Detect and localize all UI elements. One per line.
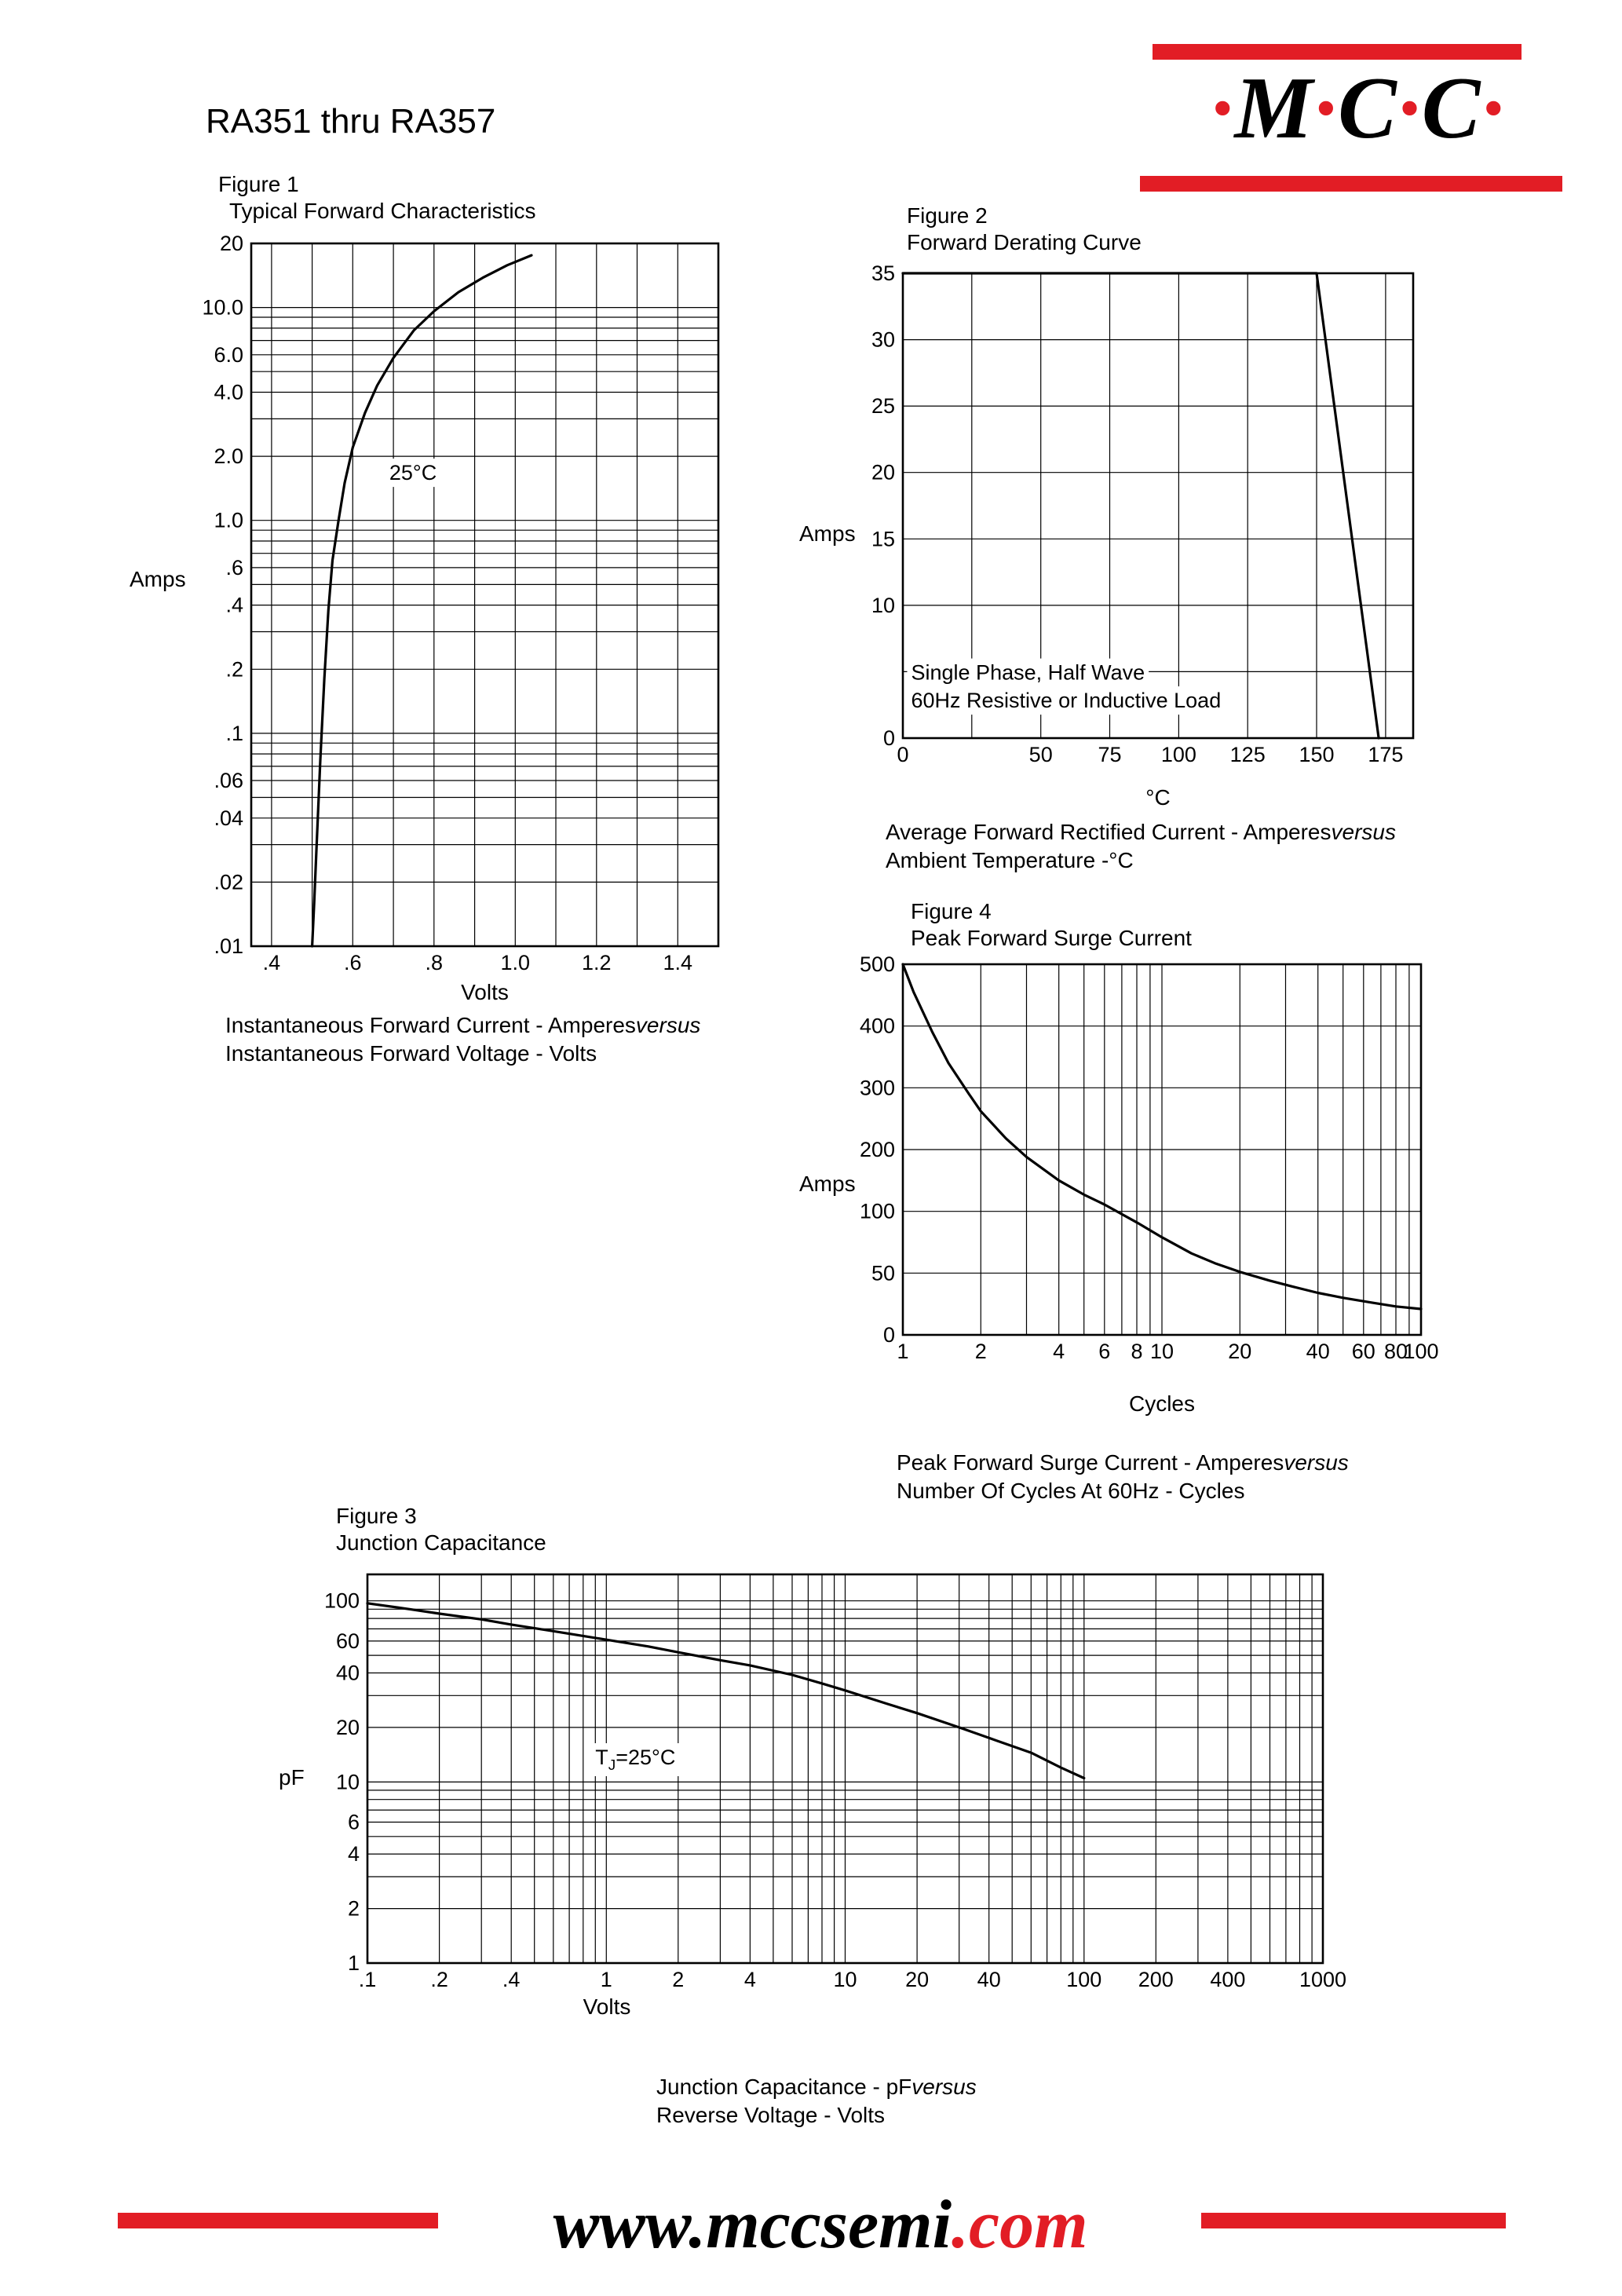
- x-tick-label: 40: [1306, 1340, 1330, 1363]
- x-tick-label: 1.0: [500, 951, 531, 974]
- y-tick-label: 10: [335, 1770, 360, 1794]
- y-tick-label: 1: [347, 1951, 360, 1975]
- figure4-x-axis-title: Cycles: [1128, 1391, 1195, 1416]
- y-tick-label: .2: [225, 657, 243, 682]
- y-tick-label: .02: [214, 870, 243, 894]
- y-tick-label: 10: [871, 593, 895, 617]
- figure4-title: Peak Forward Surge Current: [911, 926, 1192, 950]
- x-tick-label: 2: [672, 1968, 685, 1991]
- chart-annotation: 25°C: [389, 461, 437, 485]
- footer-right-bar: [1201, 2213, 1506, 2228]
- figure1-title: Typical Forward Characteristics: [229, 199, 536, 223]
- y-tick-label: .06: [214, 769, 243, 792]
- x-tick-label: 1: [600, 1968, 612, 1991]
- footer-url-tld: .com: [952, 2187, 1088, 2263]
- x-tick-label: 175: [1368, 743, 1404, 766]
- footer-url: [440, 2187, 1201, 2263]
- y-tick-label: 6: [347, 1810, 360, 1834]
- figure3-caption-line2: Reverse Voltage - Volts: [656, 2103, 886, 2127]
- x-tick-label: 1000: [1299, 1968, 1347, 1991]
- x-tick-label: 2: [974, 1340, 987, 1363]
- x-tick-label: 4: [743, 1968, 756, 1991]
- x-tick-label: 4: [1053, 1340, 1065, 1363]
- figure2-plot: [871, 261, 1413, 766]
- figure2-title: Forward Derating Curve: [907, 230, 1142, 254]
- figure1-canvas: [202, 232, 718, 974]
- y-tick-label: 2: [347, 1896, 360, 1921]
- y-tick-label: .1: [225, 721, 243, 745]
- logo-dot: ·: [1397, 60, 1422, 157]
- y-tick-label: 60: [335, 1629, 360, 1653]
- x-tick-label: 0: [897, 743, 909, 766]
- figure4-caption-line1: Peak Forward Surge Current - Amperesversus: [897, 1450, 1349, 1475]
- x-tick-label: 75: [1098, 743, 1122, 766]
- figure4-y-axis-title: Amps: [799, 1172, 856, 1196]
- figure2-canvas: [871, 261, 1413, 766]
- footer-url-host: www.mccsemi: [553, 2187, 952, 2263]
- y-tick-label: 500: [859, 952, 895, 976]
- x-tick-label: .8: [425, 951, 444, 974]
- x-tick-label: 60: [1351, 1340, 1375, 1363]
- x-tick-label: 6: [1098, 1340, 1111, 1363]
- y-tick-label: 4: [347, 1842, 360, 1866]
- chart-annotation: $T_J=25^\circ C$: [595, 1746, 676, 1774]
- x-tick-label: 100: [1403, 1340, 1439, 1363]
- x-tick-label: .6: [344, 951, 362, 974]
- logo-letter-c2: C: [1421, 60, 1482, 157]
- y-tick-label: 30: [871, 327, 895, 352]
- x-tick-label: 50: [1028, 743, 1053, 766]
- x-tick-label: 1.4: [663, 951, 693, 974]
- figure4-caption: [897, 1449, 1349, 1505]
- y-tick-label: 50: [871, 1261, 895, 1285]
- logo-top-bar: [1153, 44, 1522, 60]
- x-tick-label: .4: [262, 951, 281, 974]
- x-tick-label: .1: [358, 1968, 377, 1991]
- x-tick-label: .2: [430, 1968, 448, 1991]
- x-tick-label: 125: [1229, 743, 1266, 766]
- logo-dot: ·: [1314, 60, 1339, 157]
- x-tick-label: 200: [1138, 1968, 1174, 1991]
- logo-letter-m: M: [1234, 60, 1315, 157]
- y-tick-label: 6.0: [214, 342, 243, 367]
- x-tick-label: 100: [1066, 1968, 1102, 1991]
- page-title: RA351 thru RA357: [206, 102, 496, 141]
- figure2-label: Figure 2: [907, 203, 988, 228]
- y-tick-label: 20: [871, 460, 895, 484]
- x-tick-label: 400: [1210, 1968, 1246, 1991]
- x-tick-label: 20: [905, 1968, 930, 1991]
- figure1-caption: [225, 1011, 700, 1068]
- figure2-x-axis-title: °C: [1145, 785, 1171, 810]
- y-tick-label: 15: [871, 527, 895, 551]
- figure1-caption-line2: Instantaneous Forward Voltage - Volts: [225, 1041, 597, 1066]
- y-tick-label: 20: [335, 1715, 360, 1739]
- y-tick-label: 200: [859, 1138, 895, 1161]
- y-tick-label: .6: [225, 555, 243, 579]
- figure4-plot: [859, 952, 1439, 1363]
- y-tick-label: 25: [871, 394, 895, 419]
- x-tick-label: .4: [502, 1968, 521, 1991]
- y-tick-label: 10.0: [202, 295, 243, 320]
- chart-annotation: Single Phase, Half Wave: [911, 660, 1145, 685]
- logo-dot: ·: [1211, 60, 1235, 157]
- figure2-y-axis-title: Amps: [799, 521, 856, 546]
- y-tick-label: 40: [335, 1661, 360, 1685]
- series-curve: [312, 255, 532, 946]
- figure3-canvas: [323, 1574, 1347, 1991]
- y-tick-label: 1.0: [214, 508, 243, 532]
- y-tick-label: 2.0: [214, 444, 243, 469]
- x-tick-label: 10: [1149, 1340, 1174, 1363]
- figure3-caption-line1: Junction Capacitance - pFversus: [656, 2075, 977, 2099]
- y-tick-label: 35: [871, 261, 895, 285]
- y-tick-label: .4: [225, 593, 243, 617]
- figure4-caption-line2: Number Of Cycles At 60Hz - Cycles: [897, 1479, 1245, 1503]
- footer-left-bar: [118, 2213, 438, 2228]
- figure3-x-axis-title: Volts: [583, 1994, 631, 2019]
- x-tick-label: 10: [833, 1968, 857, 1991]
- figure1-y-axis-title: Amps: [130, 567, 186, 591]
- figure1-plot: [202, 232, 718, 974]
- plot-frame: [251, 243, 718, 946]
- figure3-caption: [656, 2073, 977, 2130]
- figure2-caption-line2: Ambient Temperature -°C: [886, 848, 1134, 872]
- x-tick-label: 8: [1131, 1340, 1143, 1363]
- figure1-label: Figure 1: [218, 172, 299, 196]
- y-tick-label: 100: [323, 1589, 360, 1613]
- y-tick-label: .04: [214, 806, 243, 830]
- y-tick-label: 300: [859, 1076, 895, 1100]
- series-curve: [367, 1603, 1084, 1779]
- y-tick-label: 0: [882, 1323, 895, 1347]
- figure2-caption: [886, 818, 1396, 875]
- figure3-plot: [323, 1574, 1347, 1991]
- figure2-caption-line1: Average Forward Rectified Current - Amperesversus: [886, 820, 1396, 844]
- figure4-label: Figure 4: [911, 899, 992, 923]
- y-tick-label: 400: [859, 1014, 895, 1038]
- figure3-y-axis-title: pF: [279, 1765, 305, 1790]
- figure3-title: Junction Capacitance: [336, 1530, 546, 1555]
- mcc-logo-text: [1154, 60, 1562, 157]
- figure1-x-axis-title: Volts: [461, 980, 509, 1004]
- logo-dot: ·: [1481, 60, 1506, 157]
- y-tick-label: .01: [214, 934, 243, 958]
- y-tick-label: 4.0: [214, 380, 243, 404]
- x-tick-label: 150: [1299, 743, 1335, 766]
- x-tick-label: 1: [897, 1340, 909, 1363]
- y-tick-label: 100: [859, 1199, 895, 1223]
- x-tick-label: 80: [1383, 1340, 1408, 1363]
- figure4-canvas: [859, 952, 1439, 1363]
- y-tick-label: 20: [219, 232, 243, 255]
- logo-bottom-bar: [1140, 176, 1562, 192]
- chart-annotation: 60Hz Resistive or Inductive Load: [911, 689, 1222, 713]
- logo-letter-c1: C: [1338, 60, 1398, 157]
- x-tick-label: 100: [1160, 743, 1196, 766]
- figure1-caption-line1: Instantaneous Forward Current - Amperesversus: [225, 1013, 701, 1037]
- y-tick-label: 0: [882, 726, 895, 750]
- x-tick-label: 20: [1228, 1340, 1252, 1363]
- x-tick-label: 1.2: [582, 951, 612, 974]
- figure3-label: Figure 3: [336, 1504, 417, 1528]
- x-tick-label: 40: [977, 1968, 1001, 1991]
